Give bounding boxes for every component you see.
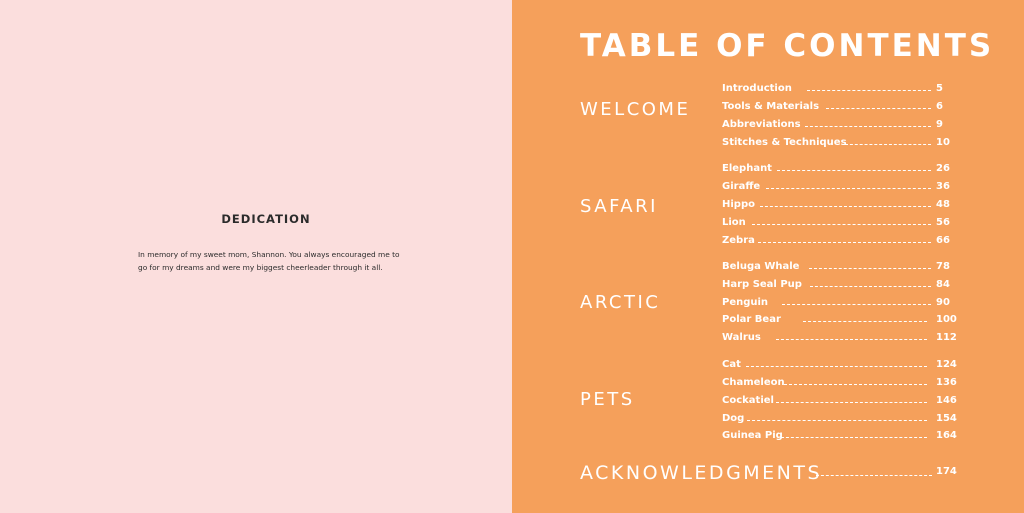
dotted-leader (781, 437, 927, 438)
toc-entry-label: Dog (722, 413, 745, 424)
dotted-leader (782, 304, 931, 305)
section-arctic: ARCTIC (580, 292, 661, 313)
toc-entry-page: 66 (936, 235, 950, 246)
section-safari: SAFARI (580, 196, 658, 217)
dotted-leader (777, 170, 931, 171)
toc-entry-label: Hippo (722, 199, 755, 210)
section-welcome: WELCOME (580, 99, 691, 120)
toc-entry-label: Lion (722, 217, 746, 228)
toc-entry-label: Polar Bear (722, 314, 781, 325)
toc-entry-page: 6 (936, 101, 943, 112)
toc-entry-page: 36 (936, 181, 950, 192)
toc-entry-page: 100 (936, 314, 957, 325)
toc-entry-label: Penguin (722, 297, 769, 308)
toc-entry-label: Giraffe (722, 181, 761, 192)
toc-entry-page: 174 (936, 466, 957, 477)
toc-entry-cockatiel[interactable] (722, 395, 957, 409)
toc-entry-abbreviations[interactable] (722, 119, 957, 133)
dotted-leader (758, 242, 931, 243)
dedication-title: DEDICATION (221, 212, 311, 226)
toc-entry-page: 90 (936, 297, 950, 308)
toc-entry-page: 112 (936, 332, 957, 343)
dotted-leader (746, 366, 927, 367)
dotted-leader (809, 268, 931, 269)
toc-entry-chameleon[interactable] (722, 377, 957, 391)
dotted-leader (784, 384, 927, 385)
toc-entry-beluga-whale[interactable] (722, 261, 957, 275)
dotted-leader (752, 224, 931, 225)
toc-entry-harp-seal-pup[interactable] (722, 279, 957, 293)
dedication-text: In memory of my sweet mom, Shannon. You always encouraged me to go for my dreams and were my biggest cheerleader through it all. (138, 250, 400, 272)
toc-entry-page: 78 (936, 261, 950, 272)
toc-entry-dog[interactable] (722, 413, 957, 427)
toc-entry-page: 164 (936, 430, 957, 441)
toc-entry-hippo[interactable] (722, 199, 957, 213)
dotted-leader (803, 321, 927, 322)
toc-entry-page: 5 (936, 83, 943, 94)
toc-entry-label: Elephant (722, 163, 772, 174)
dotted-leader (776, 402, 927, 403)
toc-entry-label: Abbreviations (722, 119, 801, 130)
toc-entry-label: Beluga Whale (722, 261, 800, 272)
toc-entry-label: Zebra (722, 235, 755, 246)
toc-entry-page: 9 (936, 119, 943, 130)
toc-title: TABLE OF CONTENTS (580, 28, 995, 64)
toc-entry-introduction[interactable] (722, 83, 957, 97)
toc-entry-elephant[interactable] (722, 163, 957, 177)
toc-entry-page: 154 (936, 413, 957, 424)
toc-entry-walrus[interactable] (722, 332, 957, 346)
toc-entry-label: Stitches & Techniques (722, 137, 847, 148)
toc-entry-guinea-pig[interactable] (722, 430, 957, 444)
dotted-leader (760, 206, 931, 207)
dotted-leader (810, 286, 931, 287)
dotted-leader (807, 90, 931, 91)
dotted-leader (826, 108, 931, 109)
toc-entry-page: 56 (936, 217, 950, 228)
toc-entry-giraffe[interactable] (722, 181, 957, 195)
toc-entry-polar-bear[interactable] (722, 314, 957, 328)
dotted-leader (805, 126, 931, 127)
toc-entry-label: Introduction (722, 83, 792, 94)
toc-entry-label: Tools & Materials (722, 101, 820, 112)
toc-entry-label: Chameleon (722, 377, 785, 388)
dotted-leader (766, 188, 931, 189)
toc-entry-acknowledgments[interactable] (580, 462, 958, 484)
toc-entry-lion[interactable] (722, 217, 957, 231)
toc-entry-label: Cat (722, 359, 741, 370)
toc-entry-stitches-techniques[interactable] (722, 137, 957, 151)
dotted-leader (816, 475, 932, 476)
toc-entry-page: 124 (936, 359, 957, 370)
toc-entry-page: 146 (936, 395, 957, 406)
section-pets: PETS (580, 389, 635, 410)
dotted-leader (845, 144, 931, 145)
toc-entry-tools-materials[interactable] (722, 101, 957, 115)
toc-entry-label: Walrus (722, 332, 761, 343)
toc-entry-page: 26 (936, 163, 950, 174)
toc-entry-zebra[interactable] (722, 235, 957, 249)
dotted-leader (747, 420, 927, 421)
toc-entry-page: 48 (936, 199, 950, 210)
section-acknowledgments: ACKNOWLEDGMENTS (580, 462, 823, 484)
toc-entry-page: 10 (936, 137, 950, 148)
toc-entry-cat[interactable] (722, 359, 957, 373)
dotted-leader (776, 339, 927, 340)
toc-entry-label: Harp Seal Pup (722, 279, 802, 290)
toc-entry-page: 136 (936, 377, 957, 388)
right-page-toc (512, 0, 1024, 513)
toc-entry-label: Cockatiel (722, 395, 774, 406)
toc-entry-penguin[interactable] (722, 297, 957, 311)
toc-entry-page: 84 (936, 279, 950, 290)
toc-entry-label: Guinea Pig (722, 430, 783, 441)
